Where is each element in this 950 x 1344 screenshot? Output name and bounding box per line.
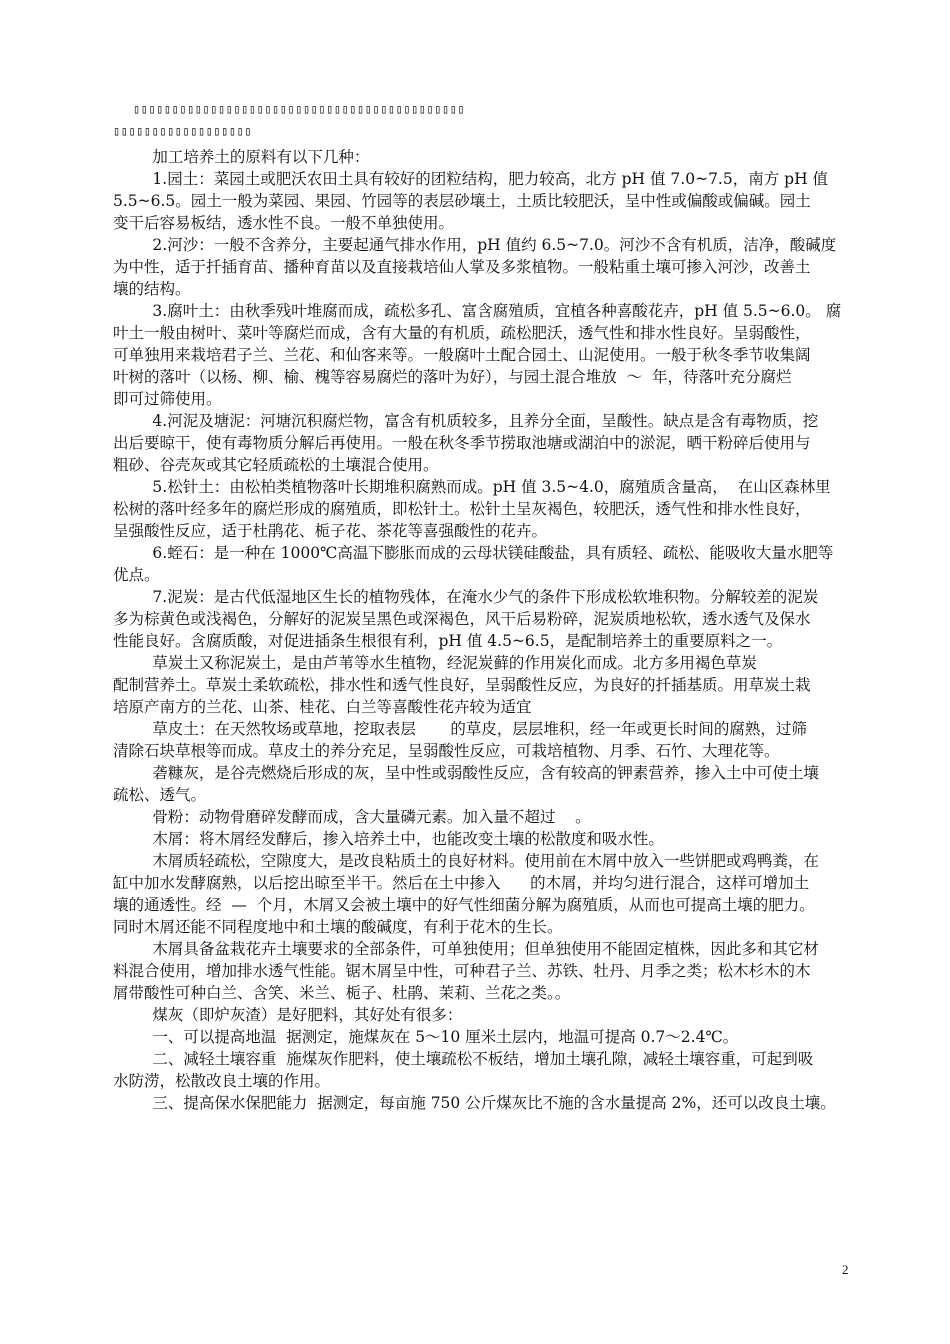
body-text-line: 6.蛭石：是一种在 1000℃高温下膨胀而成的云母状镁硅酸盐，具有质轻、疏松、能吸收大量水肥等	[113, 544, 834, 562]
body-text-line: 二、减轻土壤容重 施煤灰作肥料，使土壤疏松不板结，增加土壤孔隙，减轻土壤容重，可起到吸	[113, 1050, 814, 1068]
body-text-line: 木屑质轻疏松，空隙度大，是改良粘质土的良好材料。使用前在木屑中放入一些饼肥或鸡鸭粪，在	[113, 852, 819, 870]
body-text-line: 草炭土又称泥炭土，是由芦苇等水生植物，经泥炭藓的作用炭化而成。北方多用褐色草炭	[113, 654, 757, 672]
body-text-line: 2.河沙：一般不含养分，主要起通气排水作用，pH 值约 6.5~7.0。河沙不含有机质，洁净，酸碱度	[113, 236, 837, 254]
body-text-line: 叶土一般由树叶、菜叶等腐烂而成，含有大量的有机质，疏松肥沃，透气性和排水性良好。呈弱酸性，	[113, 324, 811, 342]
body-text-line: 缸中加水发酵腐熟，以后挖出晾至半干。然后在土中掺入 的木屑，并均匀进行混合，这样可增加土	[113, 874, 810, 892]
body-text-line: 培原产南方的兰花、山茶、桂花、白兰等喜酸性花卉较为适宜	[113, 698, 532, 716]
body-text-line: 砻糠灰，是谷壳燃烧后形成的灰，呈中性或弱酸性反应，含有较高的钾素营养，掺入土中可使土壤	[113, 764, 819, 782]
body-text-line: 煤灰（即炉灰渣）是好肥料，其好处有很多：	[113, 1006, 463, 1024]
body-text-line: 疏松、透气。	[113, 786, 207, 804]
body-text-line: 壤的通透性。经 — 个月，木屑又会被土壤中的好气性细菌分解为腐殖质，从而也可提高土壤的肥力。	[113, 896, 815, 914]
body-text-line: 可单独用来栽培君子兰、兰花、和仙客来等。一般腐叶土配合园土、山泥使用。一般于秋冬季节收集阔	[113, 346, 811, 364]
body-text-line: 料混合使用，增加排水透气性能。锯木屑呈中性，可种君子兰、苏铁、牡丹、月季之类；松木杉木的木	[113, 962, 811, 980]
body-text-line: 即可过筛使用。	[113, 390, 222, 408]
body-text-line: 1.园土：菜园土或肥沃农田土具有较好的团粒结构，肥力较高，北方 pH 值 7.0~7.5，南方 pH 值	[113, 170, 829, 188]
body-text-line: 同时木屑还能不同程度地中和土壤的酸碱度，有利于花木的生长。	[113, 918, 563, 936]
body-text-line: 优点。	[113, 566, 160, 584]
body-text-line: 一、可以提高地温 据测定，施煤灰在 5～10 厘米土层内，地温可提高 0.7～2.4℃。	[113, 1028, 739, 1046]
body-text-line: 7.泥炭：是古代低湿地区生长的植物残体，在淹水少气的条件下形成松软堆积物。分解较差的泥炭	[113, 588, 819, 606]
body-text-line: 壤的结构。	[113, 280, 191, 298]
body-text-line: 配制营养土。草炭土柔软疏松，排水性和透气性良好，呈弱酸性反应，为良好的扦插基质。用草炭土栽	[113, 676, 811, 694]
body-text-line: 木屑：将木屑经发酵后，掺入培养土中，也能改变土壤的松散度和吸水性。	[113, 830, 664, 848]
body-text-line: 出后要晾干，使有毒物质分解后再使用。一般在秋冬季节捞取池塘或湖泊中的淤泥，晒干粉碎后使用与	[113, 434, 811, 452]
body-text-line: 4.河泥及塘泥：河塘沉积腐烂物，富含有机质较多，且养分全面，呈酸性。缺点是含有毒物质，挖	[113, 412, 819, 430]
body-text-line: 草皮土：在天然牧场或草地，挖取表层 的草皮，层层堆积，经一年或更长时间的腐熟，过筛	[113, 720, 807, 738]
body-text-line: 多为棕黄色或浅褐色，分解好的泥炭呈黑色或深褐色，风干后易粉碎，泥炭质地松软，透水透气及保水	[113, 610, 811, 628]
body-text-line: 木屑具备盆栽花卉土壤要求的全部条件，可单独使用；但单独使用不能固定植株，因此多和其它材	[113, 940, 819, 958]
body-text-line: 呈强酸性反应，适于杜鹃花、栀子花、茶花等喜强酸性的花卉。	[113, 522, 548, 540]
unrendered-glyph-line-1: ▯▯▯▯▯▯▯▯▯▯▯▯▯▯▯▯▯▯▯▯▯▯▯▯▯▯▯▯▯▯▯▯▯▯▯▯▯▯▯▯▯▯▯	[133, 102, 466, 116]
unrendered-glyph-line-2: ▯▯▯▯▯▯▯▯▯▯▯▯▯▯▯▯▯▯	[113, 124, 253, 138]
page-number: 2	[842, 1262, 849, 1277]
page-body	[113, 98, 853, 1114]
body-text-line: 加工培养土的原料有以下几种：	[113, 148, 370, 166]
body-text-line: 骨粉：动物骨磨碎发酵而成，含大量磷元素。加入量不超过 。	[113, 808, 591, 826]
body-text-line: 粗砂、谷壳灰或其它轻质疏松的土壤混合使用。	[113, 456, 439, 474]
body-text-line: 3.腐叶土：由秋季残叶堆腐而成，疏松多孔、富含腐殖质，宜植各种喜酸花卉，pH 值 5.5~6.0。 腐	[113, 302, 842, 320]
body-text-line: 屑带酸性可种白兰、含笑、米兰、栀子、杜鹃、茉莉、兰花之类。。	[113, 984, 571, 1002]
body-text-line: 变干后容易板结，透水性不良。一般不单独使用。	[113, 214, 455, 232]
body-text-line: 5.松针土：由松柏类植物落叶长期堆积腐熟而成。pH 值 3.5~4.0，腐殖质含量高， 在山区森林里	[113, 478, 831, 496]
body-text-line: 水防涝，松散改良土壤的作用。	[113, 1072, 331, 1090]
body-text-line: 三、提高保水保肥能力 据测定，每亩施 750 公斤煤灰比不施的含水量提高 2%，还可以改良土壤。	[113, 1094, 836, 1112]
body-text-line: 叶树的落叶（以杨、柳、榆、槐等容易腐烂的落叶为好），与园土混合堆放 ～ 年，待落叶充分腐烂	[113, 368, 792, 386]
body-text-line: 清除石块草根等而成。草皮土的养分充足，呈弱酸性反应，可栽培植物、月季、石竹、大理花等。	[113, 742, 780, 760]
body-text-line: 为中性，适于扦插育苗、播种育苗以及直接栽培仙人掌及多浆植物。一般粘重土壤可掺入河沙，改善土	[113, 258, 811, 276]
body-text-line: 5.5~6.5。园土一般为菜园、果园、竹园等的表层砂壤土，土质比较肥沃，呈中性或偏酸或偏碱。园土	[113, 192, 811, 210]
body-text-line: 性能良好。含腐质酸，对促进插条生根很有利，pH 值 4.5~6.5，是配制培养土的重要原料之一。	[113, 632, 783, 650]
body-text-line: 松树的落叶经多年的腐烂形成的腐殖质，即松针土。松针土呈灰褐色，较肥沃，透气性和排水性良好，	[113, 500, 811, 518]
